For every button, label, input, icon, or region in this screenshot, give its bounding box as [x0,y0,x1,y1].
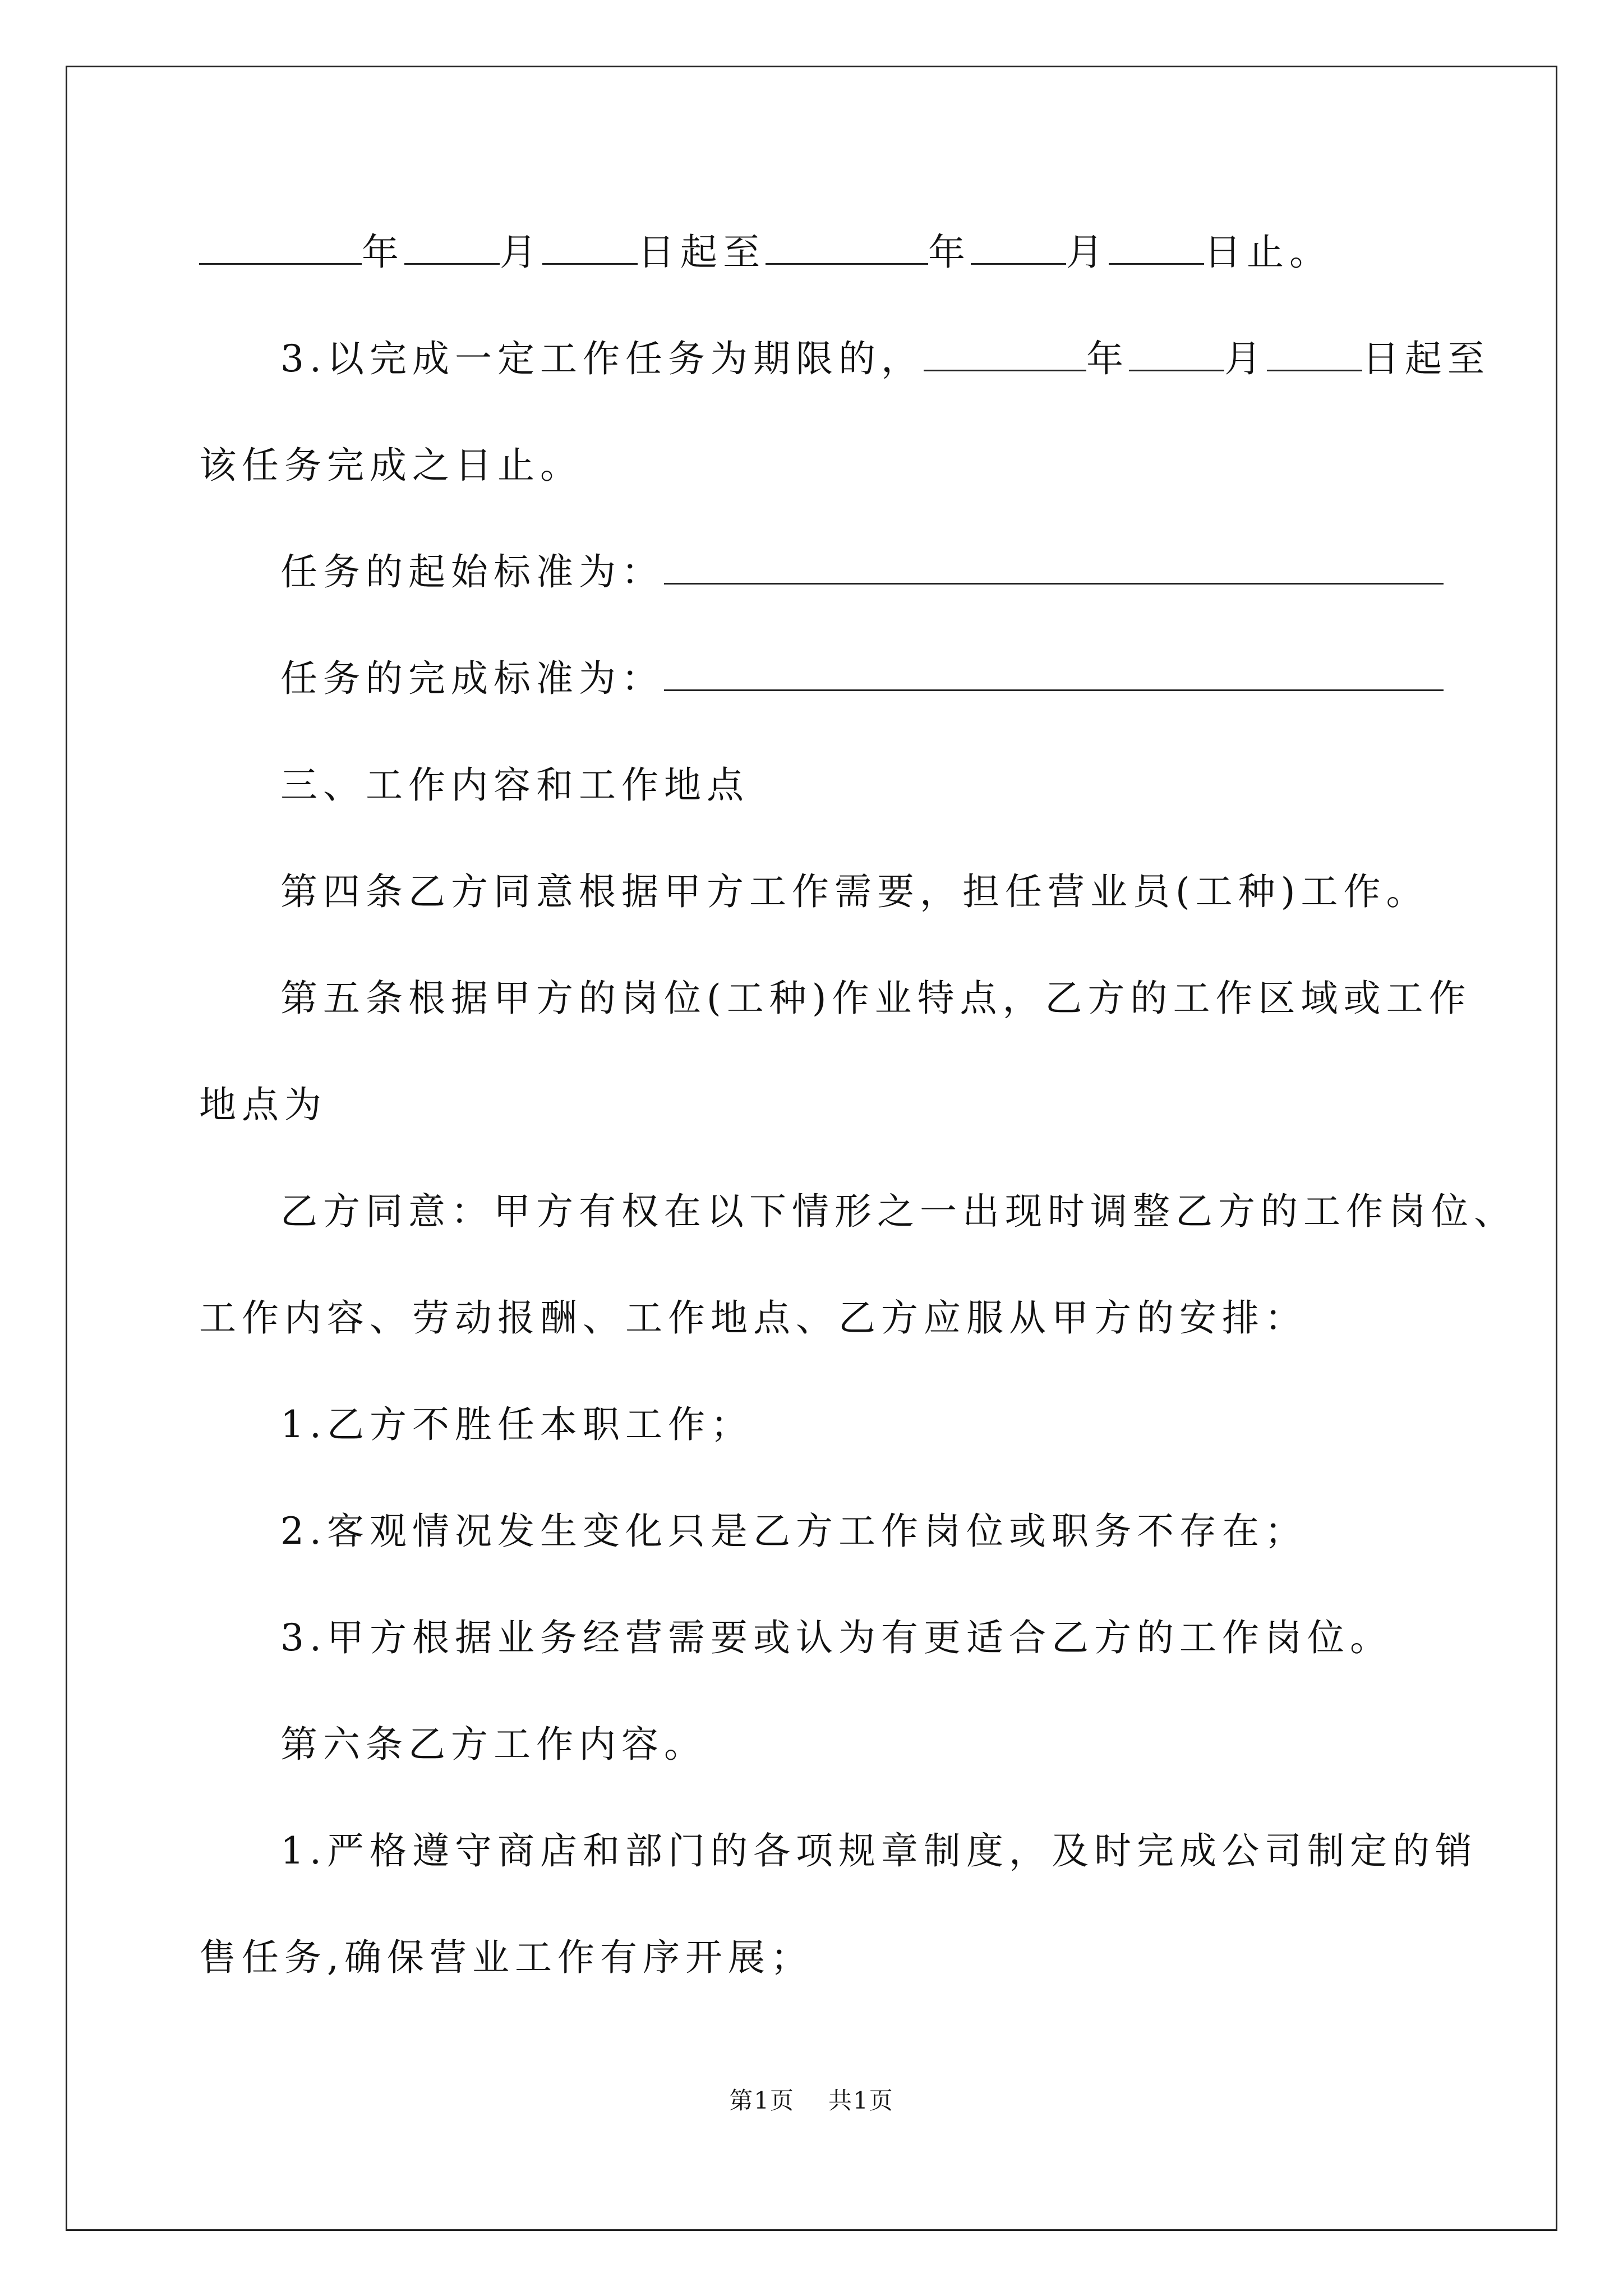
day-end-label: 日止。 [1204,231,1332,274]
page-number: 第1页 [729,2087,795,2114]
year-label: 年 [1086,337,1129,380]
date-range-line [199,227,1332,278]
task-start-line [280,547,1444,597]
day-start-label: 日起至 [638,231,766,274]
blank-task-end [664,655,1444,691]
month-end-label: 月 [1066,231,1109,274]
day-start-label: 日起至 [1362,337,1490,380]
condition-2: 2.客观情况发生变化只是乙方工作岗位或职务不存在； [280,1510,1307,1553]
agree-line1: 乙方同意：甲方有权在以下情形之一出现时调整乙方的工作岗位、 [280,1190,1516,1233]
condition-3: 3.甲方根据业务经营需要或认为有更适合乙方的工作岗位。 [280,1616,1393,1659]
month-label: 月 [1224,337,1267,380]
year-label: 年 [362,231,404,274]
blank-year-end [766,228,928,265]
item3-line [280,334,1490,384]
month-label: 月 [500,231,542,274]
blank-month [1129,335,1224,371]
page-total: 共1页 [828,2087,894,2114]
article6: 第六条乙方工作内容。 [280,1723,707,1766]
task-end-label: 任务的完成标准为： [280,657,664,700]
blank-day [542,228,638,265]
blank-year [199,228,362,265]
blank-month [404,228,500,265]
article5-line1: 第五条根据甲方的岗位(工种)作业特点，乙方的工作区域或工作 [280,977,1472,1020]
article4: 第四条乙方同意根据甲方工作需要，担任营业员(工种)工作。 [280,870,1429,913]
page-border [66,66,1557,2231]
blank-day [1267,335,1362,371]
task-end-line [280,654,1444,704]
agree-line2: 工作内容、劳动报酬、工作地点、乙方应服从甲方的安排： [199,1296,1307,1340]
blank-month-end [971,228,1066,265]
item3-continuation: 该任务完成之日止。 [199,444,583,487]
blank-task-start [664,548,1444,585]
year-end-label: 年 [928,231,971,274]
item3-prefix: 3.以完成一定工作任务为期限的， [280,337,924,380]
condition-1: 1.乙方不胜任本职工作； [280,1403,753,1446]
page-footer [0,2084,1623,2118]
task-start-label: 任务的起始标准为： [280,550,664,593]
blank-day-end [1109,228,1204,265]
article5-line2: 地点为 [199,1083,327,1126]
blank-year [924,335,1086,371]
section3-heading: 三、工作内容和工作地点 [280,763,749,807]
duty1-line1: 1.严格遵守商店和部门的各项规章制度，及时完成公司制定的销 [280,1829,1478,1872]
duty1-line2: 售任务,确保营业工作有序开展； [199,1936,813,1979]
